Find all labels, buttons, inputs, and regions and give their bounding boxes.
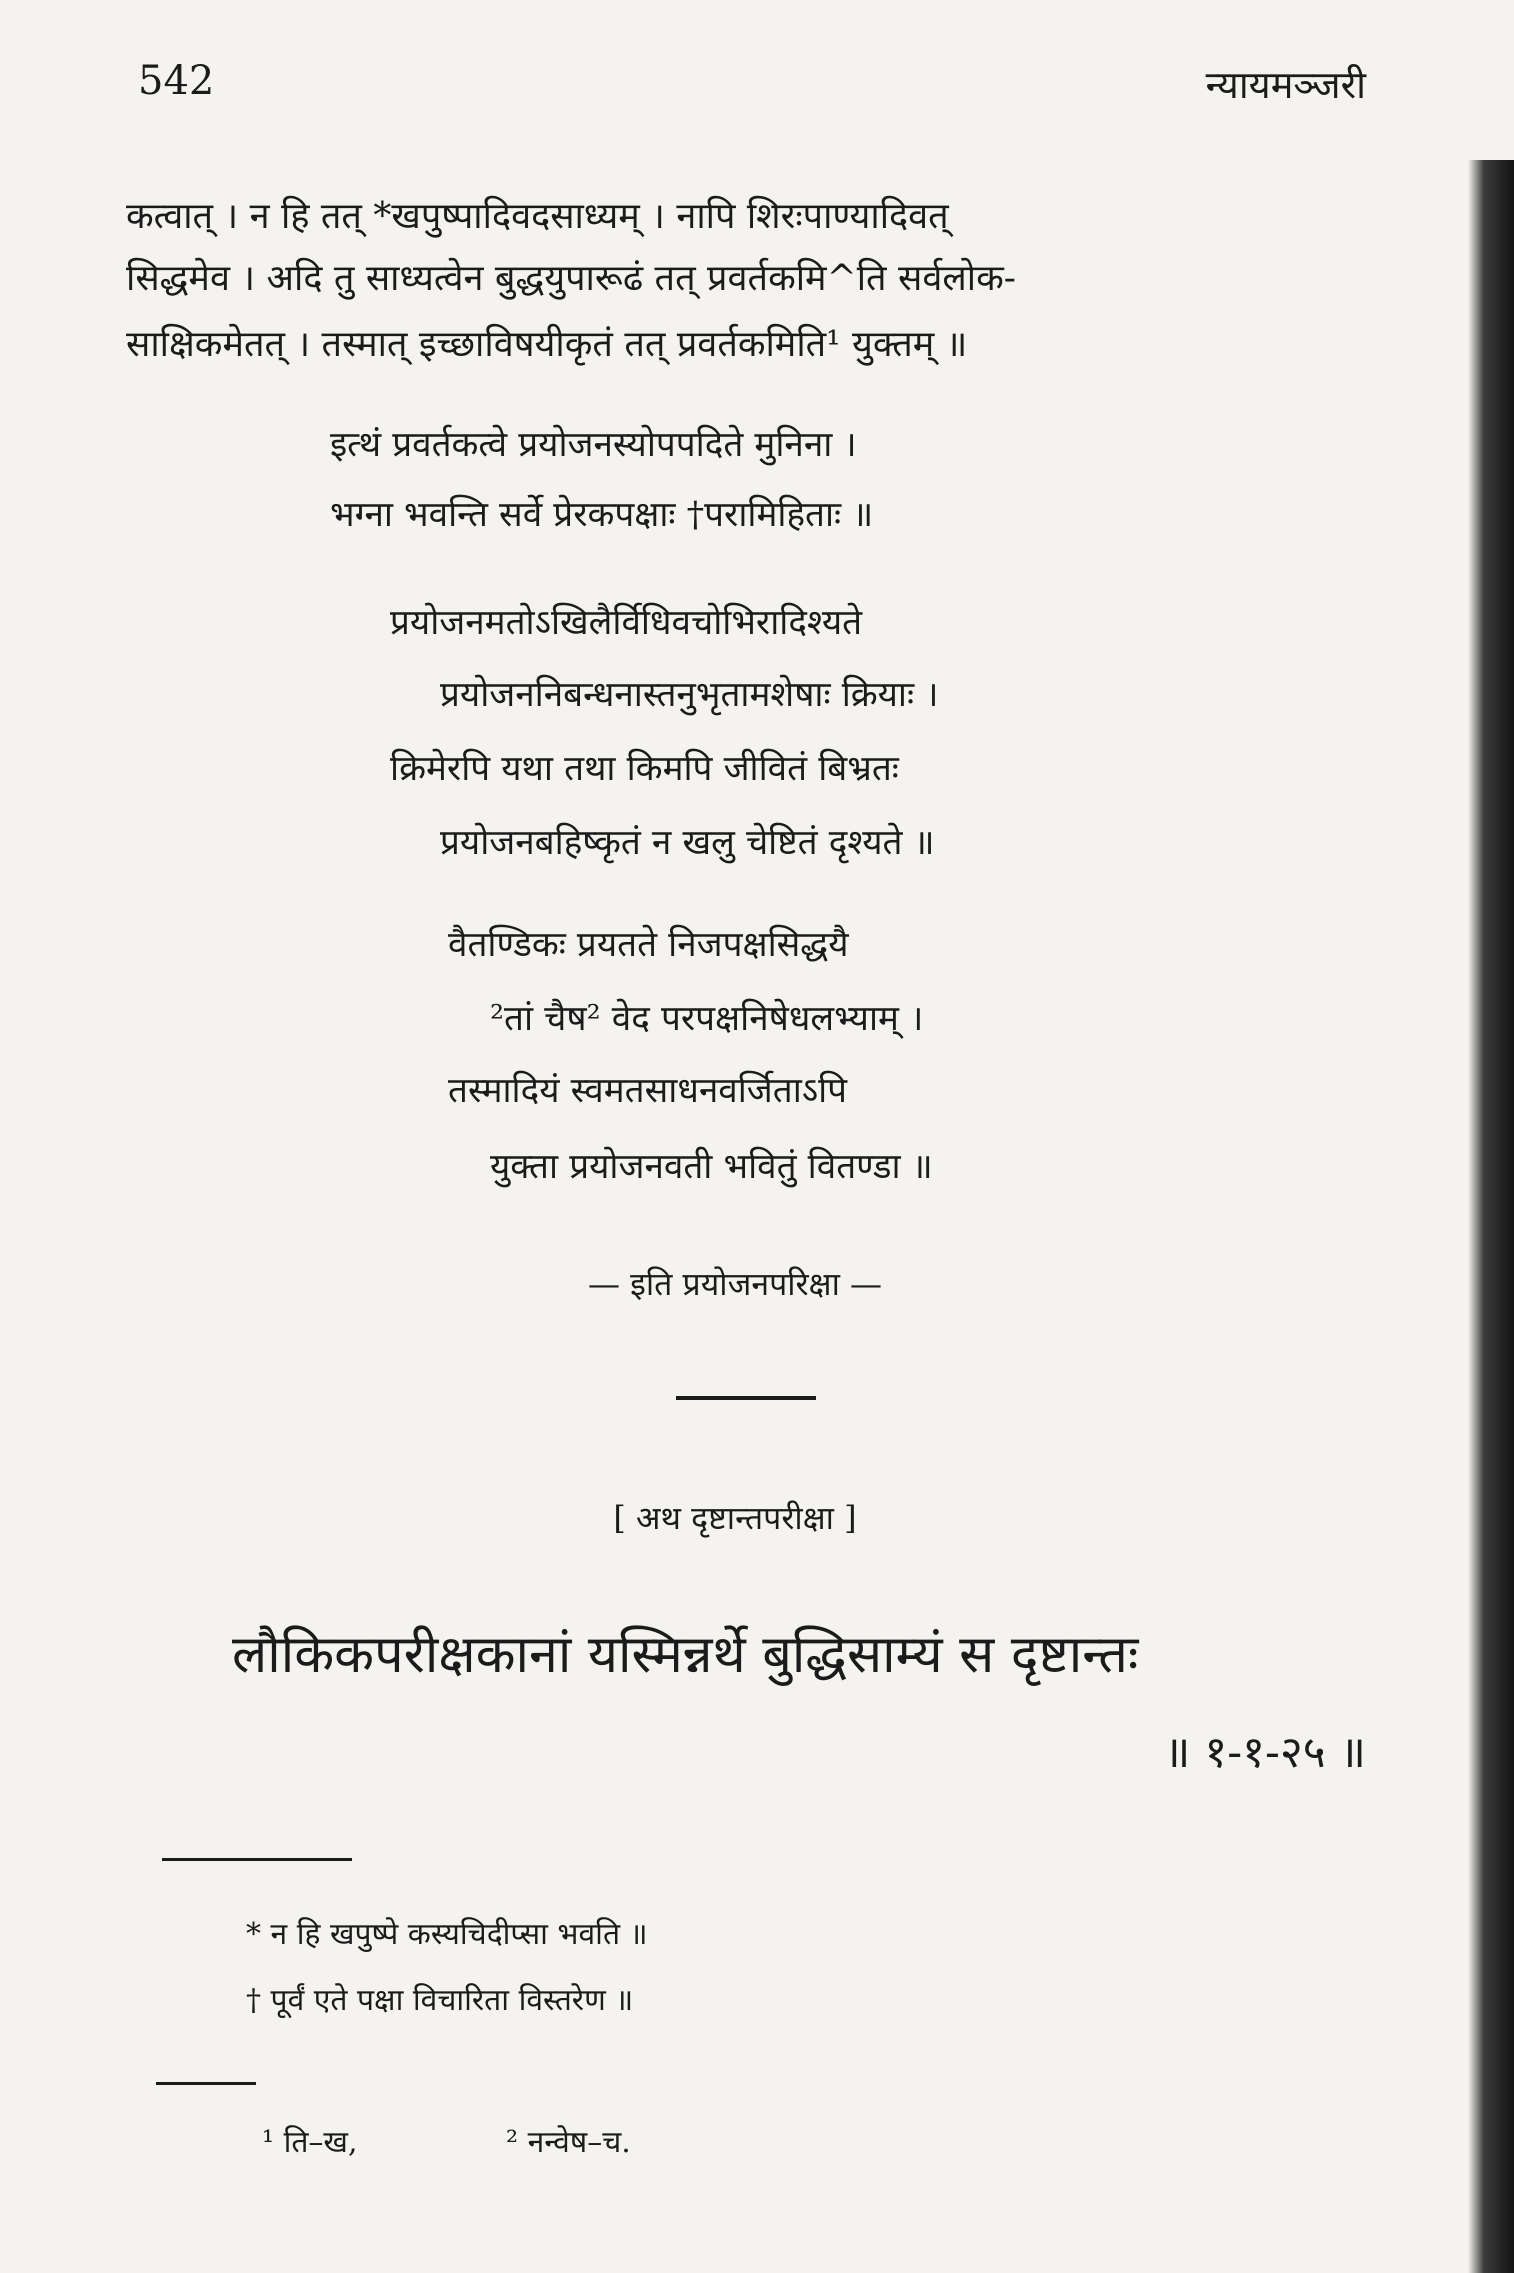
section-end-caption: — इति प्रयोजनपरिक्षा — xyxy=(587,1265,883,1303)
sutra-number: ॥ १-१-२५ ॥ xyxy=(1164,1727,1366,1778)
footnote-rule xyxy=(162,1858,352,1861)
prose-line: सिद्धमेव । अदि तु साध्यत्वेन बुद्धयुपारूढं तत् प्रवर्तकमि^ति सर्वलोक- xyxy=(126,258,1016,299)
sutra-text: लौकिकपरीक्षकानां यस्मिन्नर्थे बुद्धिसाम्यं स दृष्टान्तः xyxy=(232,1625,1139,1685)
variant-note: ² नन्वेष–च. xyxy=(506,2125,631,2160)
footnote: * न हि खपुष्पे कस्यचिदीप्सा भवति ॥ xyxy=(246,1917,648,1952)
verse-line: युक्ता प्रयोजनवती भवितुं वितण्डा ॥ xyxy=(490,1147,933,1187)
page-edge-shadow xyxy=(1468,160,1514,2273)
verse-line: ²तां चैष² वेद परपक्षनिषेधलभ्याम् । xyxy=(490,999,924,1039)
verse-line: तस्मादियं स्वमतसाधनवर्जिताऽपि xyxy=(448,1071,848,1111)
section-divider xyxy=(676,1396,816,1400)
page-header xyxy=(138,58,1366,118)
prose-line: कत्वात् । न हि तत् *खपुष्पादिवदसाध्यम् । नापि शिरःपाण्यादिवत् xyxy=(126,196,949,237)
verse-line: वैतण्डिकः प्रयतते निजपक्षसिद्धयै xyxy=(448,925,849,965)
page-number: 542 xyxy=(138,58,215,104)
verse-line: प्रयोजनमतोऽखिलैर्विधिवचोभिरादिश्यते xyxy=(390,603,863,643)
verse-line: प्रयोजननिबन्धनास्तनुभृतामशेषाः क्रियाः । xyxy=(440,675,939,715)
verse-line: भग्ना भवन्ति सर्वे प्रेरकपक्षाः †परामिहिताः ॥ xyxy=(330,495,874,535)
variants-rule xyxy=(156,2082,256,2085)
verse-line: इत्थं प्रवर्तकत्वे प्रयोजनस्योपपदिते मुनिना । xyxy=(330,425,857,465)
section-start-caption: [ अथ दृष्टान्तपरीक्षा ] xyxy=(613,1499,857,1537)
verse-line: प्रयोजनबहिष्कृतं न खलु चेष्टितं दृश्यते ॥ xyxy=(440,823,935,863)
running-head: न्यायमञ्जरी xyxy=(1205,63,1366,107)
verse-line: क्रिमेरपि यथा तथा किमपि जीवितं बिभ्रतः xyxy=(390,749,899,789)
variant-note: ¹ ति–ख, xyxy=(262,2125,358,2160)
footnote: † पूर्वं एते पक्षा विचारिता विस्तरेण ॥ xyxy=(246,1983,634,2018)
prose-line: साक्षिकमेतत् । तस्मात् इच्छाविषयीकृतं तत् प्रवर्तकमिति¹ युक्तम् ॥ xyxy=(126,324,968,365)
